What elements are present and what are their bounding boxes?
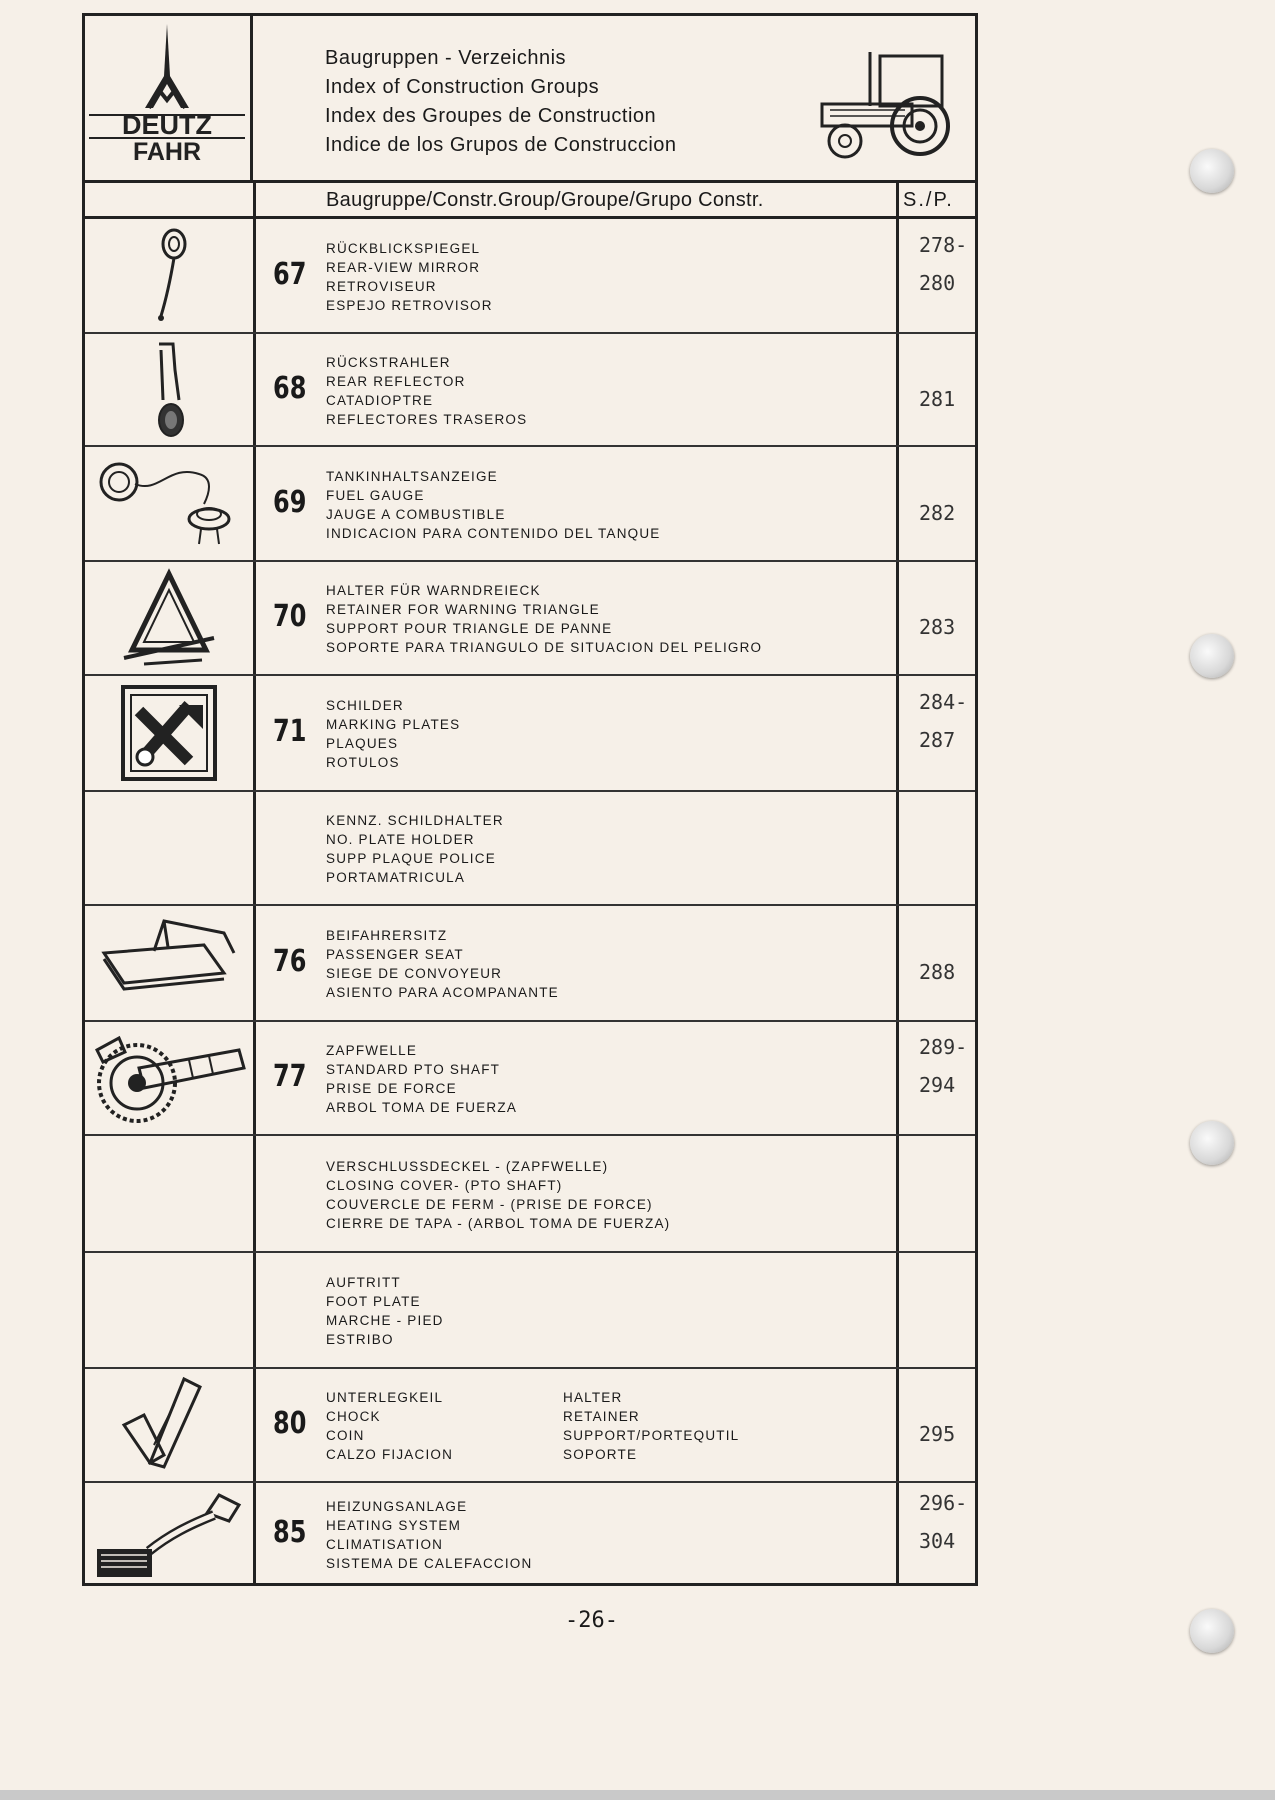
description-line: MARKING PLATES (326, 717, 461, 732)
description-line: SIEGE DE CONVOYEUR (326, 966, 503, 981)
table-row (85, 1483, 975, 1586)
description-line: TANKINHALTSANZEIGE (326, 468, 498, 484)
description-line: PLAQUES (326, 736, 399, 751)
description-line: STANDARD PTO SHAFT (326, 1062, 501, 1077)
description-line: PORTAMATRICULA (326, 870, 466, 885)
group-number: 80 (273, 1406, 307, 1441)
description-line: SUPPORT POUR TRIANGLE DE PANNE (326, 621, 613, 636)
description-line: ESPEJO RETROVISOR (326, 297, 493, 313)
binder-hole (1190, 1609, 1234, 1653)
table-row (85, 1369, 975, 1483)
description-line: VERSCHLUSSDECKEL - (ZAPFWELLE) (326, 1158, 609, 1174)
group-description-secondary (563, 1388, 739, 1464)
description-line: SCHILDER (326, 698, 404, 713)
table-row (85, 1253, 975, 1369)
description-line: CATADIOPTRE (326, 392, 434, 408)
chock-icon (85, 1369, 253, 1481)
reflector-icon (85, 334, 253, 445)
index-titles (325, 44, 677, 160)
group-description (326, 1041, 517, 1117)
group-description (326, 1497, 532, 1573)
description-line: CIERRE DE TAPA - (ARBOL TOMA DE FUERZA) (326, 1215, 671, 1231)
description-line: SOPORTE PARA TRIANGULO DE SITUACION DEL PELIGRO (326, 640, 763, 655)
description-line: ROTULOS (326, 755, 400, 770)
table-row (85, 447, 975, 562)
group-description (326, 811, 504, 887)
group-number: 69 (273, 484, 307, 520)
description-line: HEIZUNGSANLAGE (326, 1498, 468, 1514)
group-number: 70 (273, 599, 307, 634)
column-header-group: Baugruppe/Constr.Group/Groupe/Grupo Constr. (326, 189, 764, 211)
warning-triangle-icon (85, 562, 253, 674)
description-line: KENNZ. SCHILDHALTER (326, 813, 504, 828)
group-description (326, 696, 460, 772)
description-line: HEATING SYSTEM (326, 1517, 462, 1533)
description-line: MARCHE - PIED (326, 1313, 444, 1328)
page-number: -26- (565, 1608, 618, 1633)
description-line: ESTRIBO (326, 1332, 394, 1347)
binder-hole (1190, 1121, 1234, 1165)
page-reference-end: 280 (919, 270, 956, 295)
group-description (326, 1273, 444, 1349)
page-reference: 282 (919, 500, 956, 525)
description-line: PRISE DE FORCE (326, 1081, 457, 1096)
group-number: 68 (273, 370, 307, 406)
page-reference-start: 278- (919, 232, 968, 257)
description-line: REAR-VIEW MIRROR (326, 259, 481, 275)
table-row (85, 562, 975, 676)
description-line: JAUGE A COMBUSTIBLE (326, 506, 506, 522)
description-line: CHOCK (326, 1409, 381, 1424)
page-reference-start: 296- (919, 1490, 968, 1515)
table-row (85, 1022, 975, 1136)
group-number: 76 (273, 944, 307, 979)
description-line: UNTERLEGKEIL (326, 1390, 444, 1405)
title-en: Index of Construction Groups (325, 76, 600, 98)
description-line: CLIMATISATION (326, 1536, 444, 1552)
empty-image-cell (85, 1136, 253, 1251)
title-fr: Index des Groupes de Construction (325, 105, 657, 127)
column-header-page: S./P. (903, 189, 954, 211)
fuel-gauge-icon (85, 447, 253, 560)
group-number: 67 (273, 256, 307, 292)
description-line: ASIENTO PARA ACOMPANANTE (326, 985, 559, 1000)
description-line: INDICACION PARA CONTENIDO DEL TANQUE (326, 525, 661, 541)
group-description (326, 1388, 453, 1464)
description-line: HALTER (563, 1390, 623, 1405)
group-description (326, 467, 661, 543)
group-number: 77 (273, 1059, 307, 1094)
group-description (326, 926, 559, 1002)
logo-fahr-text: FAHR (132, 138, 202, 166)
description-line: COIN (326, 1428, 365, 1443)
description-line: FOOT PLATE (326, 1294, 421, 1309)
pto-shaft-icon (85, 1022, 253, 1134)
page-reference: 295 (919, 1422, 956, 1446)
description-line: RÜCKSTRAHLER (326, 354, 451, 370)
description-line: RETAINER (563, 1409, 640, 1424)
heating-system-icon (85, 1483, 253, 1586)
title-de: Baugruppen - Verzeichnis (325, 47, 567, 69)
marking-plate-icon (85, 676, 253, 790)
description-line: RETROVISEUR (326, 278, 437, 294)
description-line: COUVERCLE DE FERM - (PRISE DE FORCE) (326, 1196, 653, 1212)
description-line: SISTEMA DE CALEFACCION (326, 1555, 533, 1571)
description-line: REFLECTORES TRASEROS (326, 411, 528, 427)
page-reference: 281 (919, 386, 956, 411)
table-row (85, 906, 975, 1022)
description-line: PASSENGER SEAT (326, 947, 464, 962)
page-reference-start: 289- (919, 1035, 968, 1059)
description-line: CALZO FIJACION (326, 1447, 454, 1462)
table-row (85, 334, 975, 447)
page-reference: 288 (919, 960, 956, 984)
logo-deutz-text: DEUTZ (122, 110, 212, 140)
page-reference-start: 284- (919, 690, 968, 714)
description-line: REAR REFLECTOR (326, 373, 466, 389)
page-reference: 283 (919, 615, 956, 639)
description-line: HALTER FÜR WARNDREIECK (326, 583, 541, 598)
description-line: AUFTRITT (326, 1275, 401, 1290)
index-table (82, 13, 978, 1586)
table-row (85, 219, 975, 334)
mirror-icon (85, 219, 253, 332)
description-line: NO. PLATE HOLDER (326, 832, 475, 847)
binder-hole (1190, 149, 1234, 193)
page-reference-end: 294 (919, 1073, 956, 1097)
group-number: 71 (273, 714, 307, 749)
description-line: ARBOL TOMA DE FUERZA (326, 1100, 518, 1115)
tractor-icon (820, 46, 965, 171)
description-line: SUPPORT/PORTEQUTIL (563, 1428, 740, 1443)
title-es: Indice de los Grupos de Construccion (325, 134, 677, 156)
empty-image-cell (85, 1253, 253, 1367)
group-description (326, 353, 527, 429)
description-line: CLOSING COVER- (PTO SHAFT) (326, 1177, 563, 1193)
description-line: ZAPFWELLE (326, 1043, 418, 1058)
binder-hole (1190, 634, 1234, 678)
empty-image-cell (85, 792, 253, 904)
description-line: RETAINER FOR WARNING TRIANGLE (326, 602, 600, 617)
description-line: FUEL GAUGE (326, 487, 425, 503)
table-row (85, 676, 975, 792)
description-line: SUPP PLAQUE POLICE (326, 851, 496, 866)
group-description (326, 1157, 670, 1233)
page-edge (0, 1790, 1275, 1800)
deutz-fahr-logo (85, 16, 253, 180)
header (85, 16, 975, 183)
table-row (85, 792, 975, 906)
group-number: 85 (273, 1514, 307, 1550)
description-line: SOPORTE (563, 1447, 638, 1462)
description-line: BEIFAHRERSITZ (326, 928, 448, 943)
page-reference-end: 287 (919, 728, 956, 752)
group-description (326, 581, 762, 657)
page-reference-end: 304 (919, 1528, 956, 1553)
column-header (85, 183, 975, 219)
group-description (326, 239, 493, 315)
description-line: RÜCKBLICKSPIEGEL (326, 240, 481, 256)
passenger-seat-icon (85, 906, 253, 1020)
table-row (85, 1136, 975, 1253)
